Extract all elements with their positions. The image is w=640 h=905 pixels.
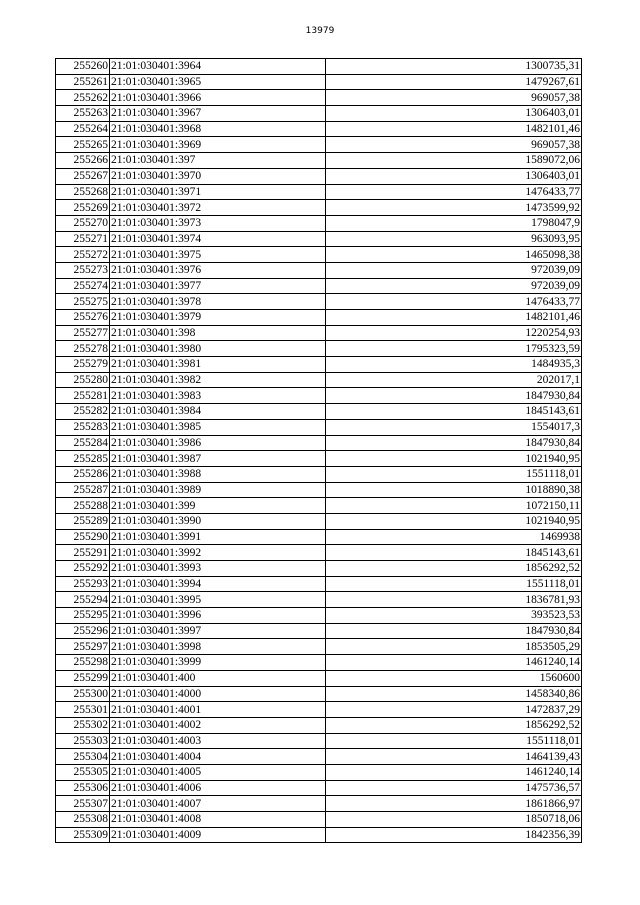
table-row bbox=[56, 827, 582, 843]
cadastral-number: 21:01:030401:4001 bbox=[110, 702, 326, 718]
row-number: 255263 bbox=[56, 106, 110, 122]
cadastral-value: 1469938 bbox=[326, 529, 582, 545]
row-number: 255307 bbox=[56, 796, 110, 812]
cadastral-value: 1482101,46 bbox=[326, 121, 582, 137]
table-row bbox=[56, 121, 582, 137]
table-row bbox=[56, 419, 582, 435]
cadastral-number: 21:01:030401:3968 bbox=[110, 121, 326, 137]
cadastral-value: 1795323,59 bbox=[326, 341, 582, 357]
row-number: 255265 bbox=[56, 137, 110, 153]
cadastral-value: 1465098,38 bbox=[326, 247, 582, 263]
table-row bbox=[56, 231, 582, 247]
cadastral-number: 21:01:030401:3970 bbox=[110, 168, 326, 184]
cadastral-number: 21:01:030401:3989 bbox=[110, 482, 326, 498]
row-number: 255269 bbox=[56, 200, 110, 216]
cadastral-value: 1482101,46 bbox=[326, 310, 582, 326]
cadastral-value: 1847930,84 bbox=[326, 388, 582, 404]
table-row bbox=[56, 278, 582, 294]
cadastral-number: 21:01:030401:3997 bbox=[110, 623, 326, 639]
row-number: 255267 bbox=[56, 168, 110, 184]
cadastral-number: 21:01:030401:3967 bbox=[110, 106, 326, 122]
cadastral-number: 21:01:030401:4003 bbox=[110, 733, 326, 749]
cadastral-number: 21:01:030401:400 bbox=[110, 670, 326, 686]
row-number: 255302 bbox=[56, 717, 110, 733]
cadastral-number: 21:01:030401:399 bbox=[110, 498, 326, 514]
cadastral-number: 21:01:030401:3983 bbox=[110, 388, 326, 404]
table-row bbox=[56, 623, 582, 639]
table-row bbox=[56, 74, 582, 90]
cadastral-value: 1072150,11 bbox=[326, 498, 582, 514]
table-row bbox=[56, 655, 582, 671]
table-row bbox=[56, 702, 582, 718]
table-row bbox=[56, 200, 582, 216]
cadastral-number: 21:01:030401:4002 bbox=[110, 717, 326, 733]
cadastral-value: 1853505,29 bbox=[326, 639, 582, 655]
table-row bbox=[56, 357, 582, 373]
cadastral-value: 1021940,95 bbox=[326, 451, 582, 467]
row-number: 255268 bbox=[56, 184, 110, 200]
row-number: 255280 bbox=[56, 372, 110, 388]
cadastral-value: 1551118,01 bbox=[326, 466, 582, 482]
row-number: 255272 bbox=[56, 247, 110, 263]
table-row bbox=[56, 262, 582, 278]
row-number: 255283 bbox=[56, 419, 110, 435]
table-row bbox=[56, 812, 582, 828]
table-row bbox=[56, 106, 582, 122]
cadastral-number: 21:01:030401:3991 bbox=[110, 529, 326, 545]
cadastral-value: 1856292,52 bbox=[326, 717, 582, 733]
row-number: 255282 bbox=[56, 404, 110, 420]
table-row bbox=[56, 717, 582, 733]
cadastral-number: 21:01:030401:3988 bbox=[110, 466, 326, 482]
table-row bbox=[56, 137, 582, 153]
row-number: 255276 bbox=[56, 310, 110, 326]
cadastral-number: 21:01:030401:3964 bbox=[110, 59, 326, 75]
table-row bbox=[56, 764, 582, 780]
cadastral-number: 21:01:030401:3986 bbox=[110, 435, 326, 451]
cadastral-value: 1484935,3 bbox=[326, 357, 582, 373]
row-number: 255295 bbox=[56, 608, 110, 624]
row-number: 255286 bbox=[56, 466, 110, 482]
cadastral-value: 1306403,01 bbox=[326, 106, 582, 122]
cadastral-value: 1845143,61 bbox=[326, 404, 582, 420]
cadastral-number: 21:01:030401:3977 bbox=[110, 278, 326, 294]
cadastral-value: 393523,53 bbox=[326, 608, 582, 624]
row-number: 255297 bbox=[56, 639, 110, 655]
row-number: 255264 bbox=[56, 121, 110, 137]
cadastral-value: 1476433,77 bbox=[326, 294, 582, 310]
table-row bbox=[56, 466, 582, 482]
table-row bbox=[56, 294, 582, 310]
cadastral-value: 1306403,01 bbox=[326, 168, 582, 184]
table-row bbox=[56, 545, 582, 561]
table-row bbox=[56, 388, 582, 404]
table-row bbox=[56, 513, 582, 529]
cadastral-number: 21:01:030401:3973 bbox=[110, 215, 326, 231]
cadastral-number: 21:01:030401:3992 bbox=[110, 545, 326, 561]
table-row bbox=[56, 482, 582, 498]
row-number: 255293 bbox=[56, 576, 110, 592]
cadastral-number: 21:01:030401:3987 bbox=[110, 451, 326, 467]
row-number: 255296 bbox=[56, 623, 110, 639]
cadastral-value: 1476433,77 bbox=[326, 184, 582, 200]
cadastral-number: 21:01:030401:3982 bbox=[110, 372, 326, 388]
cadastral-value: 1845143,61 bbox=[326, 545, 582, 561]
cadastral-number: 21:01:030401:3965 bbox=[110, 74, 326, 90]
cadastral-number: 21:01:030401:4005 bbox=[110, 764, 326, 780]
row-number: 255284 bbox=[56, 435, 110, 451]
cadastral-value: 969057,38 bbox=[326, 90, 582, 106]
cadastral-number: 21:01:030401:3972 bbox=[110, 200, 326, 216]
cadastral-number: 21:01:030401:3966 bbox=[110, 90, 326, 106]
row-number: 255309 bbox=[56, 827, 110, 843]
cadastral-value: 1018890,38 bbox=[326, 482, 582, 498]
row-number: 255281 bbox=[56, 388, 110, 404]
row-number: 255271 bbox=[56, 231, 110, 247]
row-number: 255287 bbox=[56, 482, 110, 498]
table-row bbox=[56, 529, 582, 545]
cadastral-value: 969057,38 bbox=[326, 137, 582, 153]
cadastral-number: 21:01:030401:3996 bbox=[110, 608, 326, 624]
table-body bbox=[56, 59, 582, 843]
cadastral-value: 1461240,14 bbox=[326, 764, 582, 780]
cadastral-number: 21:01:030401:3969 bbox=[110, 137, 326, 153]
row-number: 255300 bbox=[56, 686, 110, 702]
table-row bbox=[56, 215, 582, 231]
cadastral-value: 202017,1 bbox=[326, 372, 582, 388]
row-number: 255292 bbox=[56, 561, 110, 577]
cadastral-number: 21:01:030401:3975 bbox=[110, 247, 326, 263]
cadastral-number: 21:01:030401:3984 bbox=[110, 404, 326, 420]
table-row bbox=[56, 435, 582, 451]
cadastral-number: 21:01:030401:3998 bbox=[110, 639, 326, 655]
cadastral-number: 21:01:030401:397 bbox=[110, 153, 326, 169]
table-row bbox=[56, 325, 582, 341]
row-number: 255306 bbox=[56, 780, 110, 796]
cadastral-value-table bbox=[55, 58, 582, 843]
row-number: 255289 bbox=[56, 513, 110, 529]
cadastral-value: 1473599,92 bbox=[326, 200, 582, 216]
cadastral-number: 21:01:030401:3976 bbox=[110, 262, 326, 278]
cadastral-number: 21:01:030401:398 bbox=[110, 325, 326, 341]
table-row bbox=[56, 153, 582, 169]
table-row bbox=[56, 168, 582, 184]
row-number: 255260 bbox=[56, 59, 110, 75]
row-number: 255301 bbox=[56, 702, 110, 718]
table-row bbox=[56, 670, 582, 686]
row-number: 255275 bbox=[56, 294, 110, 310]
cadastral-value: 1842356,39 bbox=[326, 827, 582, 843]
table-row bbox=[56, 184, 582, 200]
table-row bbox=[56, 608, 582, 624]
cadastral-value: 1479267,61 bbox=[326, 74, 582, 90]
table-row bbox=[56, 780, 582, 796]
table-row bbox=[56, 592, 582, 608]
cadastral-number: 21:01:030401:4009 bbox=[110, 827, 326, 843]
cadastral-value: 1475736,57 bbox=[326, 780, 582, 796]
cadastral-number: 21:01:030401:3985 bbox=[110, 419, 326, 435]
cadastral-number: 21:01:030401:3978 bbox=[110, 294, 326, 310]
row-number: 255303 bbox=[56, 733, 110, 749]
cadastral-number: 21:01:030401:3980 bbox=[110, 341, 326, 357]
cadastral-value: 1551118,01 bbox=[326, 733, 582, 749]
cadastral-number: 21:01:030401:3974 bbox=[110, 231, 326, 247]
row-number: 255279 bbox=[56, 357, 110, 373]
table-row bbox=[56, 404, 582, 420]
cadastral-value: 1554017,3 bbox=[326, 419, 582, 435]
page-number: 13979 bbox=[305, 26, 335, 36]
cadastral-value: 1861866,97 bbox=[326, 796, 582, 812]
cadastral-value: 1850718,06 bbox=[326, 812, 582, 828]
cadastral-value: 1589072,06 bbox=[326, 153, 582, 169]
cadastral-number: 21:01:030401:3990 bbox=[110, 513, 326, 529]
row-number: 255278 bbox=[56, 341, 110, 357]
cadastral-value: 1847930,84 bbox=[326, 435, 582, 451]
row-number: 255262 bbox=[56, 90, 110, 106]
cadastral-number: 21:01:030401:4000 bbox=[110, 686, 326, 702]
table-row bbox=[56, 247, 582, 263]
cadastral-value: 1464139,43 bbox=[326, 749, 582, 765]
table-row bbox=[56, 686, 582, 702]
cadastral-value: 1798047,9 bbox=[326, 215, 582, 231]
table-row bbox=[56, 749, 582, 765]
cadastral-number: 21:01:030401:4004 bbox=[110, 749, 326, 765]
cadastral-number: 21:01:030401:3995 bbox=[110, 592, 326, 608]
cadastral-value: 963093,95 bbox=[326, 231, 582, 247]
row-number: 255291 bbox=[56, 545, 110, 561]
row-number: 255270 bbox=[56, 215, 110, 231]
cadastral-number: 21:01:030401:3999 bbox=[110, 655, 326, 671]
row-number: 255277 bbox=[56, 325, 110, 341]
table-row bbox=[56, 733, 582, 749]
table-row bbox=[56, 576, 582, 592]
cadastral-value: 1847930,84 bbox=[326, 623, 582, 639]
row-number: 255285 bbox=[56, 451, 110, 467]
cadastral-number: 21:01:030401:3979 bbox=[110, 310, 326, 326]
cadastral-value: 1836781,93 bbox=[326, 592, 582, 608]
table-row bbox=[56, 59, 582, 75]
cadastral-value: 1461240,14 bbox=[326, 655, 582, 671]
cadastral-number: 21:01:030401:4006 bbox=[110, 780, 326, 796]
row-number: 255308 bbox=[56, 812, 110, 828]
cadastral-value: 1458340,86 bbox=[326, 686, 582, 702]
table-row bbox=[56, 451, 582, 467]
cadastral-value: 1551118,01 bbox=[326, 576, 582, 592]
table-row bbox=[56, 372, 582, 388]
row-number: 255304 bbox=[56, 749, 110, 765]
table-row bbox=[56, 561, 582, 577]
row-number: 255261 bbox=[56, 74, 110, 90]
row-number: 255266 bbox=[56, 153, 110, 169]
cadastral-number: 21:01:030401:3971 bbox=[110, 184, 326, 200]
table-row bbox=[56, 90, 582, 106]
row-number: 255299 bbox=[56, 670, 110, 686]
cadastral-value: 1021940,95 bbox=[326, 513, 582, 529]
table-row bbox=[56, 498, 582, 514]
cadastral-value: 1560600 bbox=[326, 670, 582, 686]
row-number: 255298 bbox=[56, 655, 110, 671]
cadastral-number: 21:01:030401:4008 bbox=[110, 812, 326, 828]
cadastral-value: 972039,09 bbox=[326, 278, 582, 294]
cadastral-value: 972039,09 bbox=[326, 262, 582, 278]
table-row bbox=[56, 639, 582, 655]
cadastral-value: 1472837,29 bbox=[326, 702, 582, 718]
cadastral-value: 1220254,93 bbox=[326, 325, 582, 341]
cadastral-value: 1856292,52 bbox=[326, 561, 582, 577]
row-number: 255290 bbox=[56, 529, 110, 545]
row-number: 255274 bbox=[56, 278, 110, 294]
table-row bbox=[56, 310, 582, 326]
table-row bbox=[56, 341, 582, 357]
cadastral-value: 1300735,31 bbox=[326, 59, 582, 75]
cadastral-number: 21:01:030401:4007 bbox=[110, 796, 326, 812]
cadastral-number: 21:01:030401:3994 bbox=[110, 576, 326, 592]
cadastral-number: 21:01:030401:3981 bbox=[110, 357, 326, 373]
row-number: 255273 bbox=[56, 262, 110, 278]
row-number: 255294 bbox=[56, 592, 110, 608]
cadastral-number: 21:01:030401:3993 bbox=[110, 561, 326, 577]
row-number: 255288 bbox=[56, 498, 110, 514]
row-number: 255305 bbox=[56, 764, 110, 780]
table-row bbox=[56, 796, 582, 812]
